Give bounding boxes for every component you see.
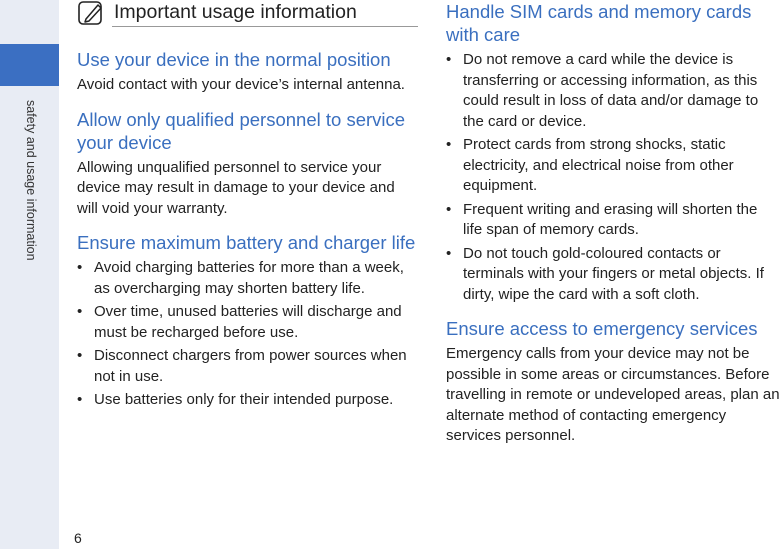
list-item: • Do not remove a card while the device is transferring or accessing information, as this could result in loss of data and/or damage to the card or device. (446, 50, 780, 132)
section-text: Allowing unqualified personnel to service your device may result in damage to your device and will void your warranty. (77, 158, 395, 217)
header-rule (112, 26, 418, 27)
note-pencil-icon (78, 1, 106, 27)
right-column (446, 0, 780, 459)
list-item: • Avoid charging batteries for more than a week, as overcharging may shorten battery life. (77, 258, 419, 299)
list-item: • Over time, unused batteries will discharge and must be recharged before use. (77, 302, 419, 343)
section-title: Allow only qualified personnel to service your device (77, 108, 406, 153)
list-item: • Use batteries only for their intended purpose. (77, 390, 419, 411)
section-emergency-services (446, 317, 780, 447)
section-text: Avoid contact with your device’s internal antenna. (77, 76, 405, 93)
header-title: Important usage information (114, 1, 357, 23)
section-title: Ensure maximum battery and charger life (77, 232, 416, 253)
section-text: Emergency calls from your device may not be possible in some areas or circumstances. Before travelling in remote or undeveloped areas, plan an alternate method of contacting emergency services personnel. (446, 345, 780, 444)
bullet-list (446, 50, 780, 305)
section-title: Handle SIM cards and memory cards with care (446, 1, 752, 45)
section-title: Use your device in the normal position (77, 49, 391, 70)
side-tab-marker (0, 44, 59, 86)
section-title: Ensure access to emergency services (446, 318, 758, 339)
section-normal-position (77, 48, 419, 96)
section-qualified-personnel (77, 108, 419, 220)
bullet-list (77, 258, 419, 411)
section-sim-cards (446, 0, 780, 305)
section-battery-life (77, 231, 419, 411)
sidebar-chapter-label: safety and usage information (24, 100, 38, 261)
page-number: 6 (74, 530, 82, 546)
left-column (77, 48, 419, 423)
section-header (76, 0, 418, 28)
list-item: • Frequent writing and erasing will shorten the life span of memory cards. (446, 200, 780, 241)
list-item: • Disconnect chargers from power sources when not in use. (77, 346, 419, 387)
list-item: • Do not touch gold-coloured contacts or terminals with your fingers or metal objects. If dirty, wipe the card with a soft cloth. (446, 244, 780, 306)
list-item: • Protect cards from strong shocks, static electricity, and electrical noise from other equipment. (446, 135, 780, 197)
